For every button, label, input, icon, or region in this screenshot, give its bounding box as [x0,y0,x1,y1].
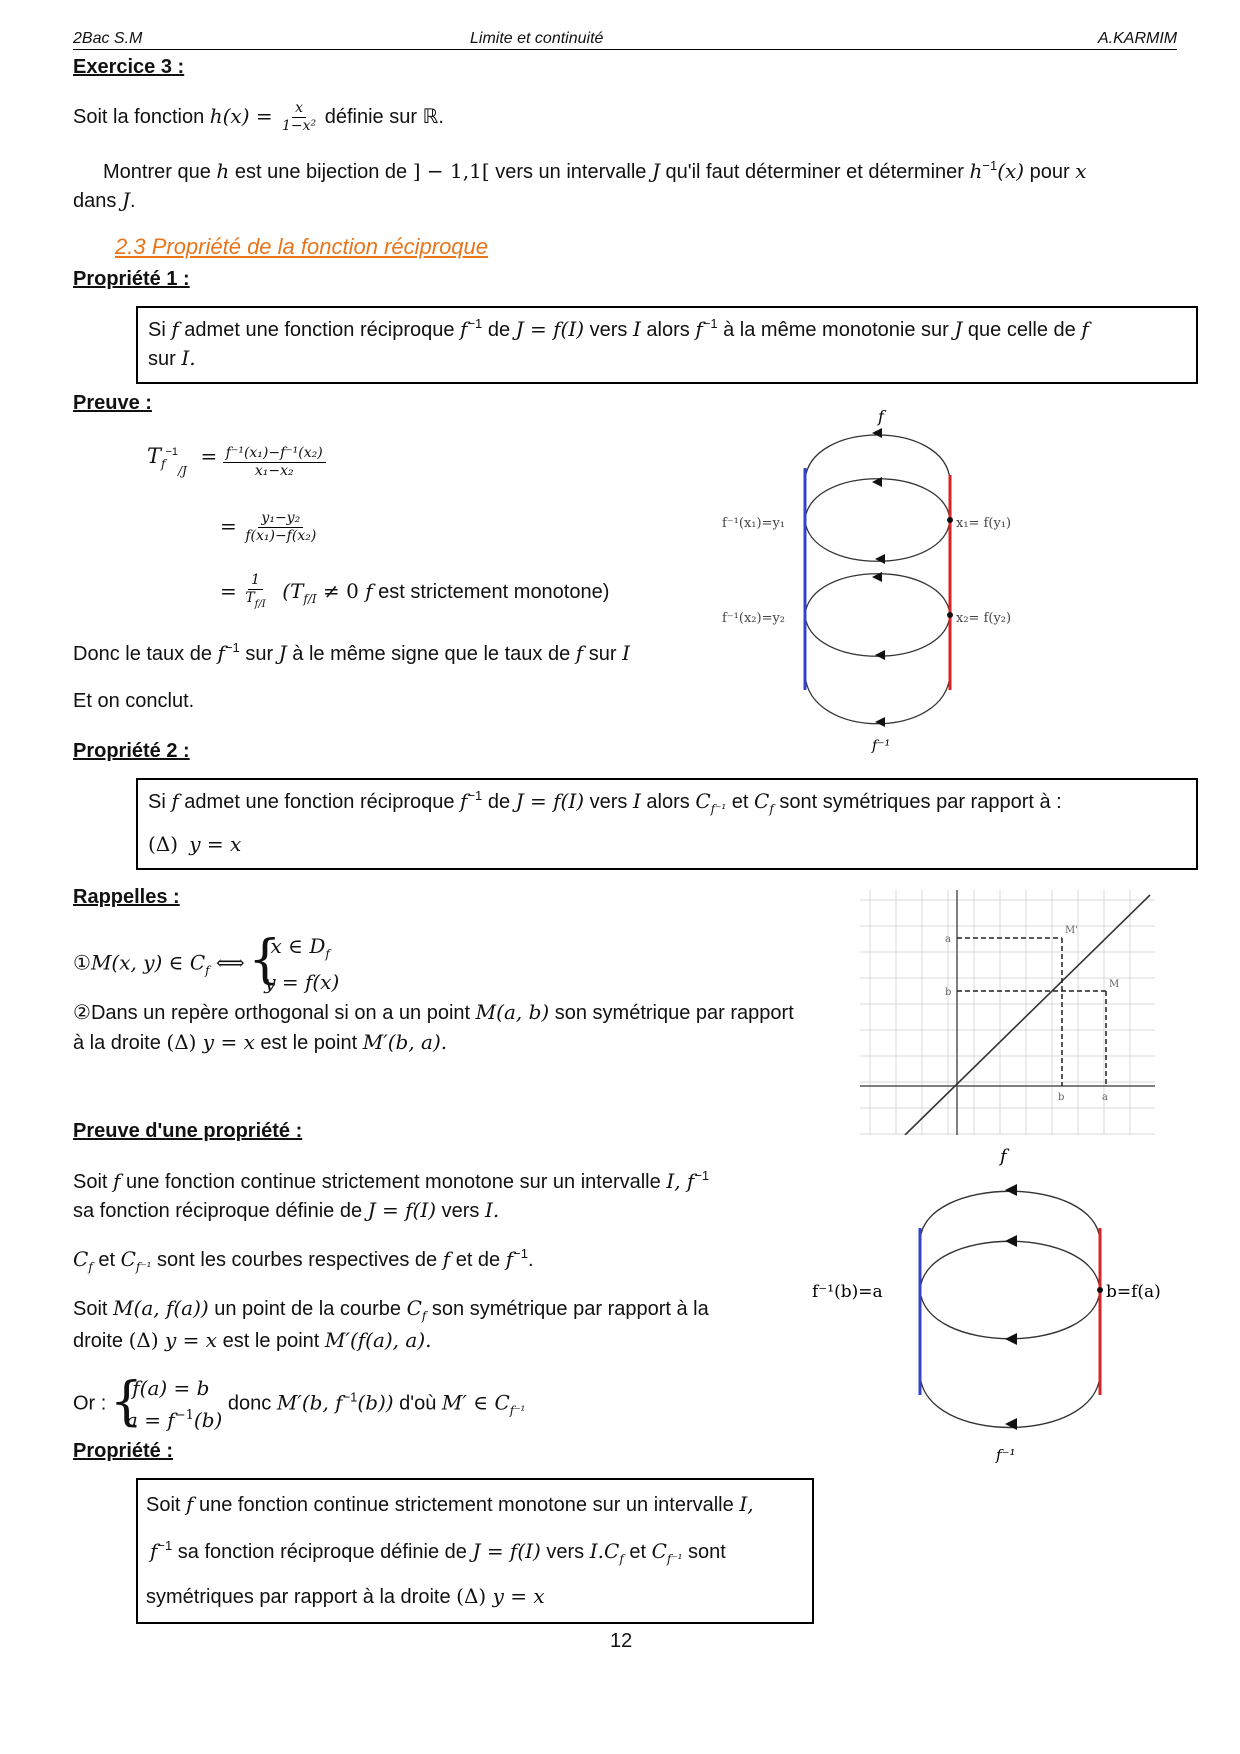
superscript: −1 [467,316,483,331]
prop3-title: Propriété : [73,1440,174,1462]
math: C [73,1247,89,1271]
diagram1-right-label-2: x₂= f(y₂) [956,611,1012,626]
text: dans [73,190,122,212]
graph-label-m-prime: M' [1065,925,1078,936]
math: ≠ 0 [316,578,366,603]
exercise-line2 [103,158,1087,184]
math: h(x) = [209,103,279,128]
section-title: 2.3 Propriété de la fonction réciproque [115,234,489,259]
math: T [147,444,162,468]
text: est une bijection de [229,161,413,183]
text: donc [227,1392,277,1415]
exercise-line3 [73,188,136,213]
math: (Δ) [128,1328,159,1352]
system [112,1374,222,1434]
superscript: −1 [467,788,483,803]
subscript: f [205,963,210,978]
prop3-box [136,1478,814,1624]
math: C [695,789,711,813]
math: f [186,1492,194,1516]
number-circle: ① [73,952,91,975]
proof2-line1 [73,1168,709,1194]
text: que celle de [962,319,1082,341]
arrow-left [875,717,885,727]
proof2-line5 [73,1328,431,1353]
graph-label-m: M [1109,979,1120,990]
text: Si [148,319,172,341]
math: x [1075,159,1087,183]
math: J = f(I) [367,1198,437,1222]
text: vers un intervalle [489,161,652,183]
proof1-donc [73,640,630,666]
math: (T [282,578,304,603]
prop2-line1 [148,788,1062,816]
prop2-title: Propriété 2 : [73,740,190,762]
math: y = x [158,1328,218,1352]
text: de [482,319,516,341]
top-arc [920,1191,1100,1240]
superscript: −1 [513,1246,528,1261]
math: C [604,1539,620,1563]
text: sa fonction réciproque définie de [73,1200,368,1222]
math: (b) [193,1408,223,1432]
text: définie sur ℝ. [319,105,444,128]
text: à la même monotonie sur [717,319,955,341]
denominator: f(x₁)−f(x₂) [245,528,317,544]
diagram1-left-label-2: f⁻¹(x₂)=y₂ [722,611,786,626]
proof2-line4 [73,1296,709,1323]
math: J = f(I) [515,317,585,341]
math: I. [484,1198,500,1222]
text: alors [640,791,696,813]
fraction [242,572,268,613]
subscript: f⁻¹ [710,802,727,816]
math: C [651,1539,667,1563]
numerator: x [292,100,306,118]
arrow-right [872,428,882,438]
proof1-title: Preuve : [73,392,152,414]
math: (Δ) [166,1030,197,1054]
proof2-line2 [73,1198,499,1223]
math: J [954,317,963,341]
math: h [216,159,230,183]
math: f [460,789,468,813]
header-rule [73,49,1177,50]
fraction [223,445,326,480]
text: une fonction continue strictement monotone sur un intervalle [193,1494,740,1516]
math: h [969,159,983,183]
subscript: f⁻¹ [666,1552,683,1566]
math: (Δ) [148,832,179,856]
text: d'où [393,1392,442,1415]
text: Dans un repère orthogonal si on a un point [90,1002,476,1024]
arc-lower-1 [805,520,950,561]
rappel-1 [73,932,339,996]
text: Soit [73,1171,114,1193]
arc-upper-1 [805,479,950,520]
subscript: f [769,802,774,816]
numerator: f⁻¹(x₁)−f⁻¹(x₂) [223,445,326,463]
text: sa fonction réciproque définie de [172,1541,473,1563]
grid [860,890,1155,1135]
superscript: −1 [982,158,998,173]
math: I [632,789,641,813]
math: M′(f(a), a). [324,1328,432,1352]
math: f [575,641,584,665]
header-center: Limite et continuité [470,30,604,47]
text: qu'il faut déterminer et déterminer [659,161,970,183]
text: Or : [73,1392,107,1415]
arrow-left [875,554,885,564]
bottom-arc [805,675,950,724]
fraction [242,510,319,545]
math: f [695,317,703,341]
prop1-title: Propriété 1 : [73,268,190,290]
text: Montrer que [103,161,217,183]
text: droite [73,1330,129,1352]
superscript: −1 [342,1389,358,1405]
superscript: −1 [694,1168,710,1183]
subscript: f/I [303,591,317,606]
text: admet une fonction réciproque [178,319,461,341]
text: . [129,190,136,212]
fraction [279,100,319,135]
diagram1-f-label: f [878,407,884,426]
text: de [482,791,516,813]
text: sont [682,1541,726,1563]
text: pour [1024,161,1076,183]
math: f [1081,317,1089,341]
math: f [171,789,179,813]
reciprocal-diagram-1 [720,400,1030,760]
subscript: /J [178,464,187,478]
math: f [113,1169,121,1193]
text: symétriques par rapport à la droite [146,1586,457,1608]
superscript: −1 [174,1408,194,1423]
point [947,517,953,523]
text: sur [239,643,279,665]
text: sur [583,643,623,665]
rappel-2-line1 [73,1000,794,1025]
arc-upper-2 [805,574,950,615]
math: M(x, y) ∈ C [90,950,206,975]
math: I, [739,1492,754,1516]
text: vers [584,319,633,341]
header-right: A.KARMIM [1098,30,1178,47]
text: une fonction continue strictement monotone sur un intervalle [120,1171,667,1193]
math: M′(b, f [276,1390,343,1415]
math: f [365,578,373,603]
prop1-box [136,306,1198,384]
graph-label-a: a [945,934,951,945]
text: et de [450,1249,506,1271]
equals: = [220,513,237,538]
subscript: f [161,457,166,471]
diagram2-finv-label: f⁻¹ [996,1446,1016,1464]
math: ⟺ [209,950,245,975]
arrow-left [1005,1418,1017,1430]
prop1-line2 [148,346,196,371]
prop2-line2 [148,832,241,857]
math: f(a) = b [132,1376,210,1400]
proof2-title: Preuve d'une propriété : [73,1120,303,1142]
superscript: −1 [702,316,718,331]
text: sont symétriques par rapport à : [773,791,1062,813]
symmetry-graph [860,890,1155,1135]
text: son symétrique par rapport [549,1002,794,1024]
text: Donc le taux de [73,643,218,665]
proof1-eq3 [220,572,609,613]
prop2-box [136,778,1198,870]
subscript: f/I [254,599,266,610]
text: vers [436,1200,485,1222]
math: y = x [196,1030,255,1054]
math: J [121,188,130,212]
math: J = f(I) [472,1539,541,1563]
text: sur [148,348,182,370]
subscript: f [325,947,330,961]
math: (x) [997,159,1025,183]
math: y = x [189,832,242,856]
math: (b)) [357,1390,394,1415]
top-arc [805,435,950,480]
text: à le même signe que le taux de [286,643,576,665]
text: Si [148,791,172,813]
graph-label-b: b [945,987,952,998]
math: I [632,317,641,341]
math: C [406,1296,422,1320]
superscript: −1 [224,640,240,655]
graph-label-b-axis: b [1058,1092,1065,1103]
proof2-or [73,1374,525,1434]
arrow-left [875,650,885,660]
math: J [651,159,660,183]
arrow-right [1005,1235,1017,1247]
numerator: 1 [248,572,263,590]
denominator: x₁−x₂ [254,463,294,479]
text: alors [640,319,696,341]
prop3-line2 [150,1538,726,1566]
math: M′ ∈ C [441,1390,510,1415]
math: M′(b, a). [362,1030,448,1054]
math: f [442,1247,451,1271]
page-number: 12 [610,1630,633,1652]
bottom-arc [920,1375,1100,1428]
arrow-left [1005,1333,1017,1345]
diagram1-left-label-1: f⁻¹(x₁)=y₁ [722,516,786,531]
graph-label-a-axis: a [1102,1092,1108,1103]
prop3-line1 [146,1492,754,1517]
arrow-right [1005,1184,1017,1196]
text: son symétrique par rapport à la [426,1298,709,1320]
math: M(a, f(a)) [113,1296,209,1320]
proof1-eq1 [147,444,326,480]
math: f [171,317,179,341]
text: Soit [73,1298,114,1320]
subscript: f [88,1260,93,1274]
header-left: 2Bac S.M [73,30,143,47]
diagram1-finv-label: f⁻¹ [872,738,891,754]
text: à la droite [73,1032,167,1054]
text: . [527,1249,534,1271]
exercise-line1 [73,100,444,135]
point [1097,1287,1103,1293]
system [250,932,339,996]
proof1-conclut: Et on conclut. [73,690,195,712]
number-circle: ② [73,1002,91,1024]
proof2-line3 [73,1246,534,1274]
arc-lower-2 [805,615,950,656]
math: I. [181,346,196,370]
diagram2-f-label: f [1000,1146,1007,1167]
point [947,612,953,618]
text: Soit la fonction [73,105,210,128]
rappel-2-line2 [73,1030,447,1055]
math: y = f(x) [264,970,340,994]
math: a = f [125,1408,175,1432]
math: I. [589,1539,605,1563]
rappels-title: Rappelles : [73,886,180,908]
diagram2-right-label: b=f(a) [1106,1282,1161,1302]
math: I [622,641,630,665]
text: et [726,791,755,813]
text: admet une fonction réciproque [178,791,461,813]
text: est le point [254,1032,363,1054]
math: M(a, b) [475,1000,550,1024]
reciprocal-diagram-2 [810,1140,1170,1470]
text: vers [584,791,633,813]
subscript: f [421,1309,427,1323]
numerator: y₁−y₂ [258,510,303,528]
superscript: −1 [165,446,179,458]
text: est le point [217,1330,325,1352]
proof1-eq2 [220,510,319,545]
denominator: T [245,590,255,606]
superscript: −1 [157,1538,173,1553]
text: vers [540,1541,590,1563]
subscript: f [619,1552,624,1566]
diagram1-right-label-1: x₁= f(y₁) [956,516,1012,531]
text: Soit [146,1494,187,1516]
diagram2-left-label: f⁻¹(b)=a [812,1282,883,1302]
text: un point de la courbe [208,1298,407,1320]
text: sont les courbes respectives de [151,1249,443,1271]
math: J = f(I) [515,789,585,813]
math: f [505,1247,514,1271]
math: C [120,1247,136,1271]
math: (Δ) [456,1584,487,1608]
arc-lower [920,1290,1100,1339]
arc-upper [920,1241,1100,1290]
subscript: f⁻¹ [509,1403,526,1418]
math: ] − 1,1[ [412,159,490,183]
math: f [150,1539,158,1563]
subscript: f⁻¹ [135,1260,152,1274]
equals: = [200,444,218,468]
text: et [623,1541,652,1563]
line-y-equals-x [905,895,1150,1135]
math: f [217,641,225,665]
math: C [754,789,770,813]
math: J [278,641,287,665]
math: I, f [666,1169,695,1193]
text: est strictement monotone) [372,580,610,603]
exercise-title: Exercice 3 : [73,56,185,78]
denominator: 1−x² [282,118,317,134]
prop3-line3 [146,1584,545,1609]
math: x ∈ D [270,934,326,958]
math: y = x [486,1584,545,1608]
math: f [460,317,468,341]
text: et [92,1249,121,1271]
equals: = [220,578,237,603]
prop1-line1 [148,316,1089,342]
